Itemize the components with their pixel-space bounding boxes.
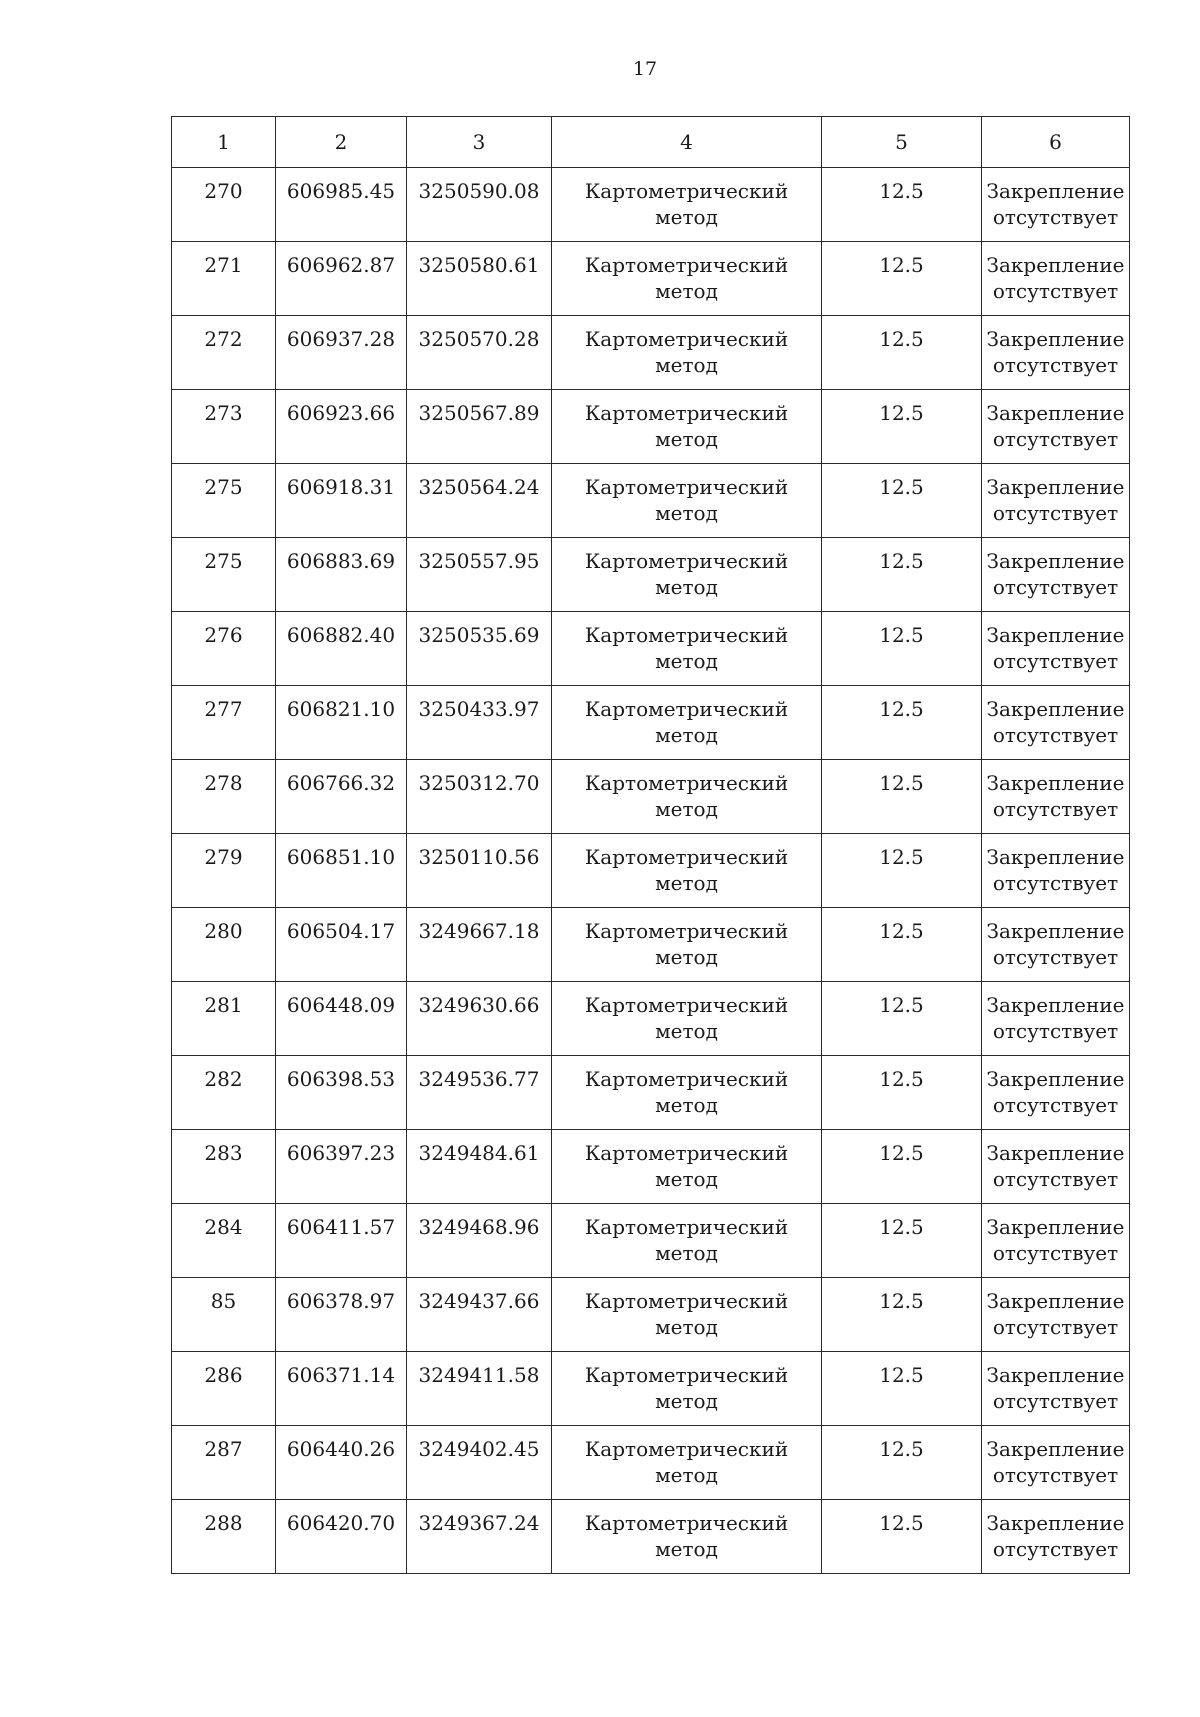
cell-method: Картометрический метод (552, 686, 822, 760)
column-header-3: 3 (407, 117, 552, 168)
table-row (172, 1130, 1130, 1204)
cell-accuracy: 12.5 (822, 686, 982, 760)
cell-coordinate-y: 3249667.18 (407, 908, 552, 982)
header-row (172, 117, 1130, 168)
fixing-text-line: отсутствует (992, 723, 1119, 747)
column-header-4: 4 (552, 117, 822, 168)
cell-accuracy: 12.5 (822, 1500, 982, 1574)
cell-point-number: 287 (172, 1426, 276, 1500)
fixing-text-line: отсутствует (992, 1389, 1119, 1413)
cell-method: Картометрический метод (552, 1130, 822, 1204)
cell-coordinate-y: 3249484.61 (407, 1130, 552, 1204)
cell-accuracy: 12.5 (822, 982, 982, 1056)
table-row (172, 1204, 1130, 1278)
cell-accuracy: 12.5 (822, 1130, 982, 1204)
fixing-text-line: Закрепление (986, 1067, 1125, 1091)
fixing-text-line: Закрепление (986, 549, 1125, 573)
cell-fixing (982, 760, 1130, 834)
cell-coordinate-x: 606923.66 (276, 390, 407, 464)
cell-coordinate-y: 3250570.28 (407, 316, 552, 390)
fixing-text-line: Закрепление (986, 993, 1125, 1017)
cell-fixing (982, 1278, 1130, 1352)
cell-coordinate-y: 3250557.95 (407, 538, 552, 612)
cell-method: Картометрический метод (552, 1204, 822, 1278)
fixing-text-line: Закрепление (986, 475, 1125, 499)
fixing-text-line: Закрепление (986, 1437, 1125, 1461)
cell-coordinate-y: 3249402.45 (407, 1426, 552, 1500)
table-row (172, 538, 1130, 612)
fixing-text-line: отсутствует (992, 797, 1119, 821)
cell-fixing (982, 538, 1130, 612)
cell-method: Картометрический метод (552, 982, 822, 1056)
cell-point-number: 271 (172, 242, 276, 316)
cell-accuracy: 12.5 (822, 538, 982, 612)
cell-coordinate-x: 606937.28 (276, 316, 407, 390)
fixing-text-line: отсутствует (992, 1463, 1119, 1487)
cell-coordinate-x: 606766.32 (276, 760, 407, 834)
fixing-text-line: отсутствует (992, 649, 1119, 673)
fixing-text-line: Закрепление (986, 1511, 1125, 1535)
cell-point-number: 276 (172, 612, 276, 686)
cell-method: Картометрический метод (552, 612, 822, 686)
cell-point-number: 283 (172, 1130, 276, 1204)
table-row (172, 1426, 1130, 1500)
table-row (172, 390, 1130, 464)
cell-accuracy: 12.5 (822, 168, 982, 242)
cell-coordinate-y: 3250110.56 (407, 834, 552, 908)
cell-accuracy: 12.5 (822, 1204, 982, 1278)
table-row (172, 1500, 1130, 1574)
page-number: 17 (632, 58, 658, 80)
cell-point-number: 85 (172, 1278, 276, 1352)
cell-point-number: 275 (172, 538, 276, 612)
cell-accuracy: 12.5 (822, 464, 982, 538)
cell-coordinate-x: 606378.97 (276, 1278, 407, 1352)
cell-point-number: 288 (172, 1500, 276, 1574)
fixing-text-line: отсутствует (992, 945, 1119, 969)
cell-method: Картометрический метод (552, 1426, 822, 1500)
fixing-text-line: Закрепление (986, 1215, 1125, 1239)
table-row (172, 612, 1130, 686)
cell-method: Картометрический метод (552, 242, 822, 316)
cell-fixing (982, 1352, 1130, 1426)
cell-fixing (982, 834, 1130, 908)
cell-accuracy: 12.5 (822, 612, 982, 686)
fixing-text-line: Закрепление (986, 327, 1125, 351)
cell-coordinate-y: 3250564.24 (407, 464, 552, 538)
cell-point-number: 279 (172, 834, 276, 908)
coordinates-table (171, 116, 1130, 1574)
cell-coordinate-x: 606962.87 (276, 242, 407, 316)
cell-fixing (982, 686, 1130, 760)
fixing-text-line: Закрепление (986, 697, 1125, 721)
cell-fixing (982, 1056, 1130, 1130)
table-row (172, 316, 1130, 390)
fixing-text-line: отсутствует (992, 1537, 1119, 1561)
cell-fixing (982, 612, 1130, 686)
fixing-text-line: отсутствует (992, 427, 1119, 451)
fixing-text-line: отсутствует (992, 1019, 1119, 1043)
cell-accuracy: 12.5 (822, 1352, 982, 1426)
fixing-text-line: отсутствует (992, 205, 1119, 229)
fixing-text-line: Закрепление (986, 1363, 1125, 1387)
fixing-text-line: Закрепление (986, 1289, 1125, 1313)
fixing-text-line: Закрепление (986, 1141, 1125, 1165)
cell-method: Картометрический метод (552, 464, 822, 538)
fixing-text-line: Закрепление (986, 253, 1125, 277)
table-row (172, 908, 1130, 982)
cell-point-number: 280 (172, 908, 276, 982)
fixing-text-line: отсутствует (992, 871, 1119, 895)
cell-fixing (982, 1130, 1130, 1204)
table-row (172, 686, 1130, 760)
cell-accuracy: 12.5 (822, 1278, 982, 1352)
table-row (172, 1352, 1130, 1426)
cell-point-number: 284 (172, 1204, 276, 1278)
cell-fixing (982, 390, 1130, 464)
cell-fixing (982, 1204, 1130, 1278)
cell-fixing (982, 908, 1130, 982)
cell-point-number: 273 (172, 390, 276, 464)
table-header (172, 117, 1130, 168)
cell-coordinate-y: 3249411.58 (407, 1352, 552, 1426)
cell-coordinate-x: 606504.17 (276, 908, 407, 982)
column-header-6: 6 (982, 117, 1130, 168)
fixing-text-line: отсутствует (992, 353, 1119, 377)
cell-coordinate-x: 606851.10 (276, 834, 407, 908)
cell-coordinate-x: 606448.09 (276, 982, 407, 1056)
cell-coordinate-y: 3249437.66 (407, 1278, 552, 1352)
table-row (172, 168, 1130, 242)
table-row (172, 1278, 1130, 1352)
cell-method: Картометрический метод (552, 168, 822, 242)
table-body (172, 168, 1130, 1574)
column-header-5: 5 (822, 117, 982, 168)
cell-coordinate-y: 3250312.70 (407, 760, 552, 834)
fixing-text-line: Закрепление (986, 179, 1125, 203)
cell-coordinate-y: 3250433.97 (407, 686, 552, 760)
fixing-text-line: Закрепление (986, 845, 1125, 869)
fixing-text-line: Закрепление (986, 401, 1125, 425)
cell-coordinate-x: 606440.26 (276, 1426, 407, 1500)
cell-coordinate-x: 606398.53 (276, 1056, 407, 1130)
cell-fixing (982, 242, 1130, 316)
cell-coordinate-x: 606411.57 (276, 1204, 407, 1278)
fixing-text-line: отсутствует (992, 1315, 1119, 1339)
cell-coordinate-y: 3249468.96 (407, 1204, 552, 1278)
cell-fixing (982, 982, 1130, 1056)
column-header-2: 2 (276, 117, 407, 168)
table-row (172, 1056, 1130, 1130)
cell-point-number: 270 (172, 168, 276, 242)
cell-accuracy: 12.5 (822, 242, 982, 316)
table-row (172, 464, 1130, 538)
cell-coordinate-y: 3250535.69 (407, 612, 552, 686)
fixing-text-line: отсутствует (992, 575, 1119, 599)
cell-coordinate-x: 606371.14 (276, 1352, 407, 1426)
table-row (172, 834, 1130, 908)
cell-point-number: 282 (172, 1056, 276, 1130)
cell-fixing (982, 1500, 1130, 1574)
cell-fixing (982, 168, 1130, 242)
cell-accuracy: 12.5 (822, 390, 982, 464)
cell-coordinate-y: 3250567.89 (407, 390, 552, 464)
cell-coordinate-x: 606882.40 (276, 612, 407, 686)
cell-coordinate-x: 606883.69 (276, 538, 407, 612)
fixing-text-line: Закрепление (986, 623, 1125, 647)
cell-method: Картометрический метод (552, 1352, 822, 1426)
cell-fixing (982, 464, 1130, 538)
cell-method: Картометрический метод (552, 390, 822, 464)
cell-coordinate-y: 3249536.77 (407, 1056, 552, 1130)
fixing-text-line: Закрепление (986, 919, 1125, 943)
cell-method: Картометрический метод (552, 538, 822, 612)
fixing-text-line: отсутствует (992, 1241, 1119, 1265)
cell-method: Картометрический метод (552, 1500, 822, 1574)
cell-point-number: 275 (172, 464, 276, 538)
fixing-text-line: отсутствует (992, 279, 1119, 303)
cell-accuracy: 12.5 (822, 760, 982, 834)
cell-method: Картометрический метод (552, 316, 822, 390)
fixing-text-line: отсутствует (992, 1167, 1119, 1191)
cell-accuracy: 12.5 (822, 834, 982, 908)
cell-point-number: 272 (172, 316, 276, 390)
cell-accuracy: 12.5 (822, 1056, 982, 1130)
cell-fixing (982, 316, 1130, 390)
fixing-text-line: отсутствует (992, 501, 1119, 525)
cell-accuracy: 12.5 (822, 316, 982, 390)
cell-method: Картометрический метод (552, 760, 822, 834)
cell-coordinate-x: 606821.10 (276, 686, 407, 760)
table-row (172, 760, 1130, 834)
cell-coordinate-y: 3250590.08 (407, 168, 552, 242)
cell-method: Картометрический метод (552, 834, 822, 908)
cell-method: Картометрический метод (552, 908, 822, 982)
cell-coordinate-y: 3249630.66 (407, 982, 552, 1056)
cell-coordinate-y: 3249367.24 (407, 1500, 552, 1574)
cell-point-number: 281 (172, 982, 276, 1056)
column-header-1: 1 (172, 117, 276, 168)
cell-coordinate-x: 606985.45 (276, 168, 407, 242)
cell-method: Картометрический метод (552, 1056, 822, 1130)
table-row (172, 242, 1130, 316)
fixing-text-line: отсутствует (992, 1093, 1119, 1117)
table-row (172, 982, 1130, 1056)
cell-point-number: 286 (172, 1352, 276, 1426)
cell-point-number: 277 (172, 686, 276, 760)
cell-accuracy: 12.5 (822, 908, 982, 982)
cell-coordinate-x: 606420.70 (276, 1500, 407, 1574)
cell-coordinate-y: 3250580.61 (407, 242, 552, 316)
cell-coordinate-x: 606397.23 (276, 1130, 407, 1204)
cell-accuracy: 12.5 (822, 1426, 982, 1500)
fixing-text-line: Закрепление (986, 771, 1125, 795)
cell-point-number: 278 (172, 760, 276, 834)
cell-method: Картометрический метод (552, 1278, 822, 1352)
cell-coordinate-x: 606918.31 (276, 464, 407, 538)
cell-fixing (982, 1426, 1130, 1500)
